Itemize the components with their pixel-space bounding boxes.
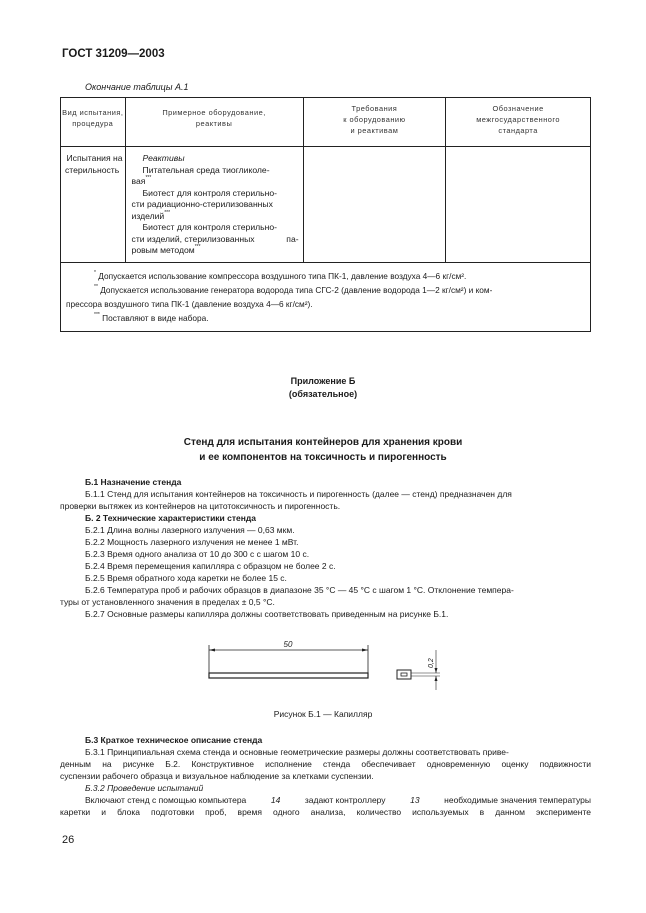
para-b23: Б.2.3 Время одного анализа от 10 до 300 с с шагом 10 с. xyxy=(85,549,310,559)
col-header-standard: Обозначение межгосударственного стандарта xyxy=(446,98,591,147)
table-header-row xyxy=(61,98,591,147)
appendix-heading-2: и ее компонентов на токсичность и пирогенность xyxy=(199,452,447,463)
para-b27: Б.2.7 Основные размеры капилляра должны соответствовать приведенным на рисунке Б.1. xyxy=(85,609,449,619)
table-caption: Окончание таблицы А.1 xyxy=(85,82,189,92)
para-b26: Б.2.6 Температура проб и рабочих образцов в диапазоне 35 °С — 45 °С с шагом 1 °С. Отклонение темпера- xyxy=(85,585,514,595)
table-row xyxy=(61,147,591,263)
para-b26-cont: туры от установленного значения в пределах ± 0,5 °С. xyxy=(60,597,275,607)
para-b25: Б.2.5 Время обратного хода каретки не более 15 с. xyxy=(85,573,287,583)
appendix-title: Приложение Б xyxy=(290,376,356,386)
cell-requirements xyxy=(303,147,446,263)
capillary-side-view xyxy=(209,673,368,678)
footnote-1: * Допускается использование компрессора воздушного типа ПК-1, давление воздуха 4—6 кг/см². xyxy=(94,270,467,281)
col-header-test: Вид испытания, процедура xyxy=(61,98,126,147)
section-b1: Б.1 Назначение стенда xyxy=(85,477,182,487)
section-b2: Б. 2 Технические характеристики стенда xyxy=(85,513,257,523)
dim-thickness-label: 0,2 xyxy=(428,658,435,668)
para-b22: Б.2.2 Мощность лазерного излучения не менее 1 мВт. xyxy=(85,537,299,547)
para-b11: Б.1.1 Стенд для испытания контейнеров на токсичность и пирогенность (далее — стенд) предназначен для xyxy=(85,489,512,499)
cell-test-name: Испытания на стерильность xyxy=(61,147,126,263)
col-header-requirements: Требования к оборудованию и реактивам xyxy=(303,98,446,147)
para-b31-end: суспензии рабочего образца и визуальное наблюдение за клетками суспензии. xyxy=(60,771,374,781)
para-b24: Б.2.4 Время перемещения капилляра с образцом не более 2 с. xyxy=(85,561,336,571)
footnote-3: *** Поставляют в виде набора. xyxy=(94,312,209,323)
section-b3: Б.3 Краткое техническое описание стенда xyxy=(85,735,263,745)
document-header: ГОСТ 31209—2003 xyxy=(62,48,165,60)
appendix-subtitle: (обязательное) xyxy=(288,389,358,399)
cell-standard xyxy=(446,147,591,263)
para-b31-cont: денным на рисунке Б.2. Конструктивное исполнение стенда обеспечивает одновременную оценку подвижности xyxy=(60,759,591,769)
para-b21: Б.2.1 Длина волны лазерного излучения — 0,63 мкм. xyxy=(85,525,295,535)
appendix-heading-1: Стенд для испытания контейнеров для хранения крови xyxy=(183,437,463,448)
para-b31: Б.3.1 Принципиальная схема стенда и основные геометрические размеры должны соответствовать приве- xyxy=(85,747,509,757)
table-a1 xyxy=(60,97,591,332)
figure-caption: Рисунок Б.1 — Капилляр xyxy=(273,709,373,719)
para-last: Включают стенд с помощью компьютера 14 задают контроллеру 13 необходимые значения температуры xyxy=(85,795,591,805)
footnotes-row xyxy=(61,263,591,332)
dim-length-label: 50 xyxy=(283,640,293,649)
para-b11-cont: проверки вытяжек из контейнеров на цитотоксичность и пирогенность. xyxy=(60,501,341,511)
table-footnotes xyxy=(61,263,591,332)
figure-capillary xyxy=(200,635,450,700)
page-number: 26 xyxy=(62,834,75,846)
col-header-equipment: Примерное оборудование, реактивы xyxy=(125,98,303,147)
cell-reagents: Реактивы Питательная среда тиогликоле- вая*** Биотест для контроля стерильно- сти радиационно-стерилизованных изделий*** Биотест для контроля стерильно- сти изделий, стерилизованных па- ровым методом*** xyxy=(125,147,303,263)
footnote-2-cont: прессора воздушного типа ПК-1 (давление воздуха 4—6 кг/см²). xyxy=(66,299,313,309)
para-last-cont: каретки и блока подготовки проб, время одного анализа, количество используемых в данном эксперименте xyxy=(60,807,591,817)
footnote-2: ** Допускается использование генератора водорода типа СГС-2 (давление водорода 1—2 кг/см²) и ком- xyxy=(94,284,493,295)
para-b32: Б.3.2 Проведение испытаний xyxy=(85,783,204,793)
